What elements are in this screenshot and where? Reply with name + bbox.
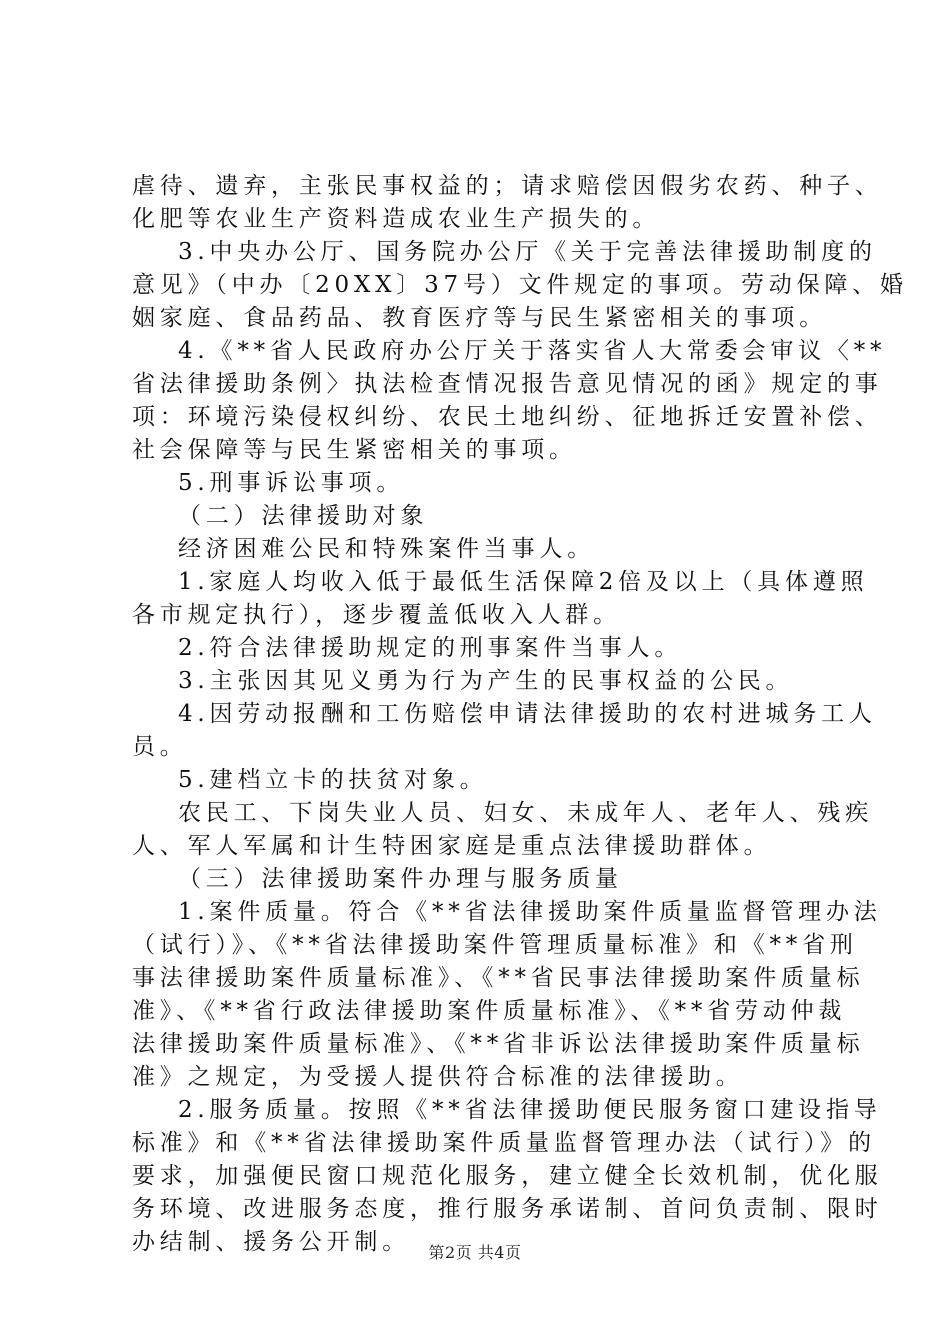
- text-line: （试行）》、《**省法律援助案件管理质量标准》和《**省刑: [132, 932, 858, 958]
- text-line: 5.刑事诉讼事项。: [178, 470, 405, 496]
- text-line: 虐待、遗弃，主张民事权益的；请求赔偿因假劣农药、种子、: [132, 173, 883, 199]
- text-line: 准》、《**省行政法律援助案件质量标准》、《**省劳动仲裁: [132, 998, 847, 1024]
- text-line: 办结制、援务公开制。: [132, 1229, 410, 1255]
- text-line: 事法律援助案件质量标准》、《**省民事法律援助案件质量标: [132, 965, 865, 991]
- text-line: 法律援助案件质量标准》、《**省非诉讼法律援助案件质量标: [132, 1031, 865, 1057]
- text-line: 姻家庭、食品药品、教育医疗等与民生紧密相关的事项。: [132, 305, 827, 331]
- text-line: 2.服务质量。按照《**省法律援助便民服务窗口建设指导: [178, 1097, 882, 1123]
- text-line: 农民工、下岗失业人员、妇女、未成年人、老年人、残疾: [178, 800, 873, 826]
- text-line: （二）法律援助对象: [178, 503, 429, 529]
- text-line: 2.符合法律援助规定的刑事案件当事人。: [178, 635, 683, 661]
- text-line: 3.主张因其见义勇为行为产生的民事权益的公民。: [178, 668, 794, 694]
- text-line: 4.《**省人民政府办公厅关于落实省人大常委会审议〈**: [178, 338, 887, 364]
- document-body: [132, 170, 908, 1259]
- text-line: 3.中央办公厅、国务院办公厅《关于完善法律援助制度的: [178, 239, 877, 265]
- text-line: 4.因劳动报酬和工伤赔偿申请法律援助的农村进城务工人: [178, 701, 877, 727]
- text-line: 5.建档立卡的扶贫对象。: [178, 767, 488, 793]
- text-line: 准》之规定，为受援人提供符合标准的法律援助。: [132, 1064, 744, 1090]
- text-line: 社会保障等与民生紧密相关的事项。: [132, 437, 577, 463]
- text-line: 省法律援助条例〉执法检查情况报告意见情况的函》规定的事: [132, 371, 883, 397]
- text-line: （三）法律援助案件办理与服务质量: [178, 866, 623, 892]
- text-line: 务环境、改进服务态度，推行服务承诺制、首问负责制、限时: [132, 1196, 883, 1222]
- text-line: 标准》和《**省法律援助案件质量监督管理办法（试行）》的: [132, 1130, 876, 1156]
- text-line: 经济困难公民和特殊案件当事人。: [178, 536, 595, 562]
- text-line: 人、军人军属和计生特困家庭是重点法律援助群体。: [132, 833, 772, 859]
- text-line: 各市规定执行），逐步覆盖低收入人群。: [132, 602, 621, 628]
- text-line: 1.家庭人均收入低于最低生活保障2倍及以上（具体遵照: [178, 569, 869, 595]
- text-line: 意见》（中办〔20XX〕37号）文件规定的事项。劳动保障、婚: [132, 272, 908, 298]
- text-line: 要求，加强便民窗口规范化服务，建立健全长效机制，优化服: [132, 1163, 883, 1189]
- text-line: 1.案件质量。符合《**省法律援助案件质量监督管理办法: [178, 899, 882, 925]
- page-footer: 第2页 共4页: [428, 1243, 522, 1262]
- text-line: 化肥等农业生产资料造成农业生产损失的。: [132, 206, 661, 232]
- text-line: 项：环境污染侵权纠纷、农民土地纠纷、征地拆迁安置补偿、: [132, 404, 883, 430]
- text-line: 员。: [132, 734, 188, 760]
